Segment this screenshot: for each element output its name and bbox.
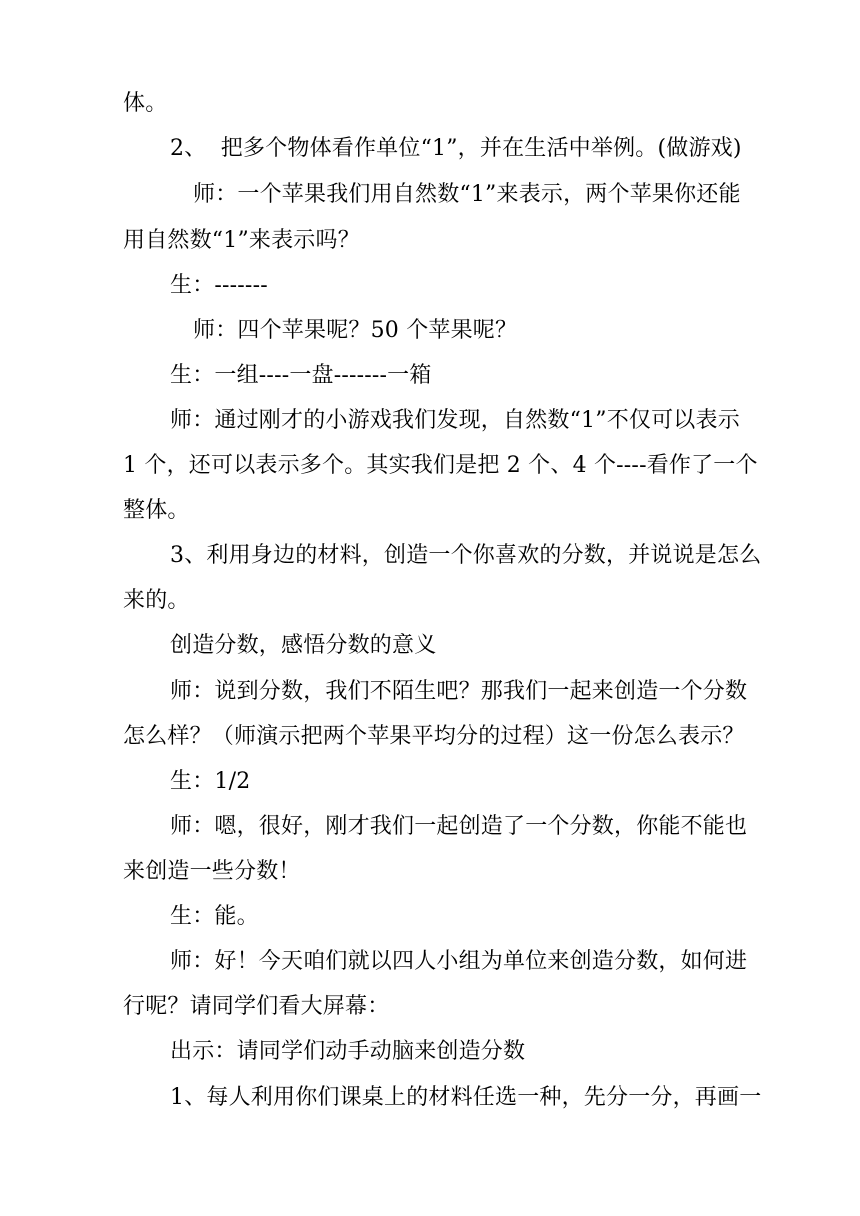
text-line: 2、 把多个物体看作单位“1”，并在生活中举例。(做游戏) [170, 136, 742, 161]
text-line: 体。 [123, 91, 168, 116]
text-line: 师：通过刚才的小游戏我们发现，自然数“1”不仅可以表示 [170, 408, 740, 433]
text-line: 用自然数“1”来表示吗？ [123, 228, 360, 253]
text-line: 生：------- [170, 273, 268, 298]
text-line: 整体。 [123, 498, 190, 523]
text-line: 来创造一些分数！ [123, 859, 301, 884]
text-line: 出示：请同学们动手动脑来创造分数 [170, 1039, 526, 1064]
text-line: 师：一个苹果我们用自然数“1”来表示，两个苹果你还能 [193, 182, 741, 207]
text-line: 1 个，还可以表示多个。其实我们是把 2 个、4 个----看作了一个 [123, 453, 758, 478]
text-line: 师：说到分数，我们不陌生吧？那我们一起来创造一个分数 [170, 679, 748, 704]
text-line: 行呢？请同学们看大屏幕： [123, 994, 390, 1019]
text-line: 师：四个苹果呢？50 个苹果呢？ [193, 318, 518, 343]
text-line: 生：1/2 [170, 769, 251, 794]
text-line: 1、每人利用你们课桌上的材料任选一种，先分一分，再画一 [170, 1085, 762, 1110]
text-line: 怎么样？（师演示把两个苹果平均分的过程）这一份怎么表示？ [123, 724, 745, 749]
text-line: 师：好！今天咱们就以四人小组为单位来创造分数，如何进 [170, 949, 748, 974]
text-line: 来的。 [123, 588, 190, 613]
text-line: 3、利用身边的材料，创造一个你喜欢的分数，并说说是怎么 [170, 543, 762, 568]
text-line: 生：一组----一盘-------一箱 [170, 363, 432, 388]
text-line: 创造分数，感悟分数的意义 [170, 633, 437, 658]
text-line: 师：嗯，很好，刚才我们一起创造了一个分数，你能不能也 [170, 814, 748, 839]
text-line: 生：能。 [170, 904, 259, 929]
